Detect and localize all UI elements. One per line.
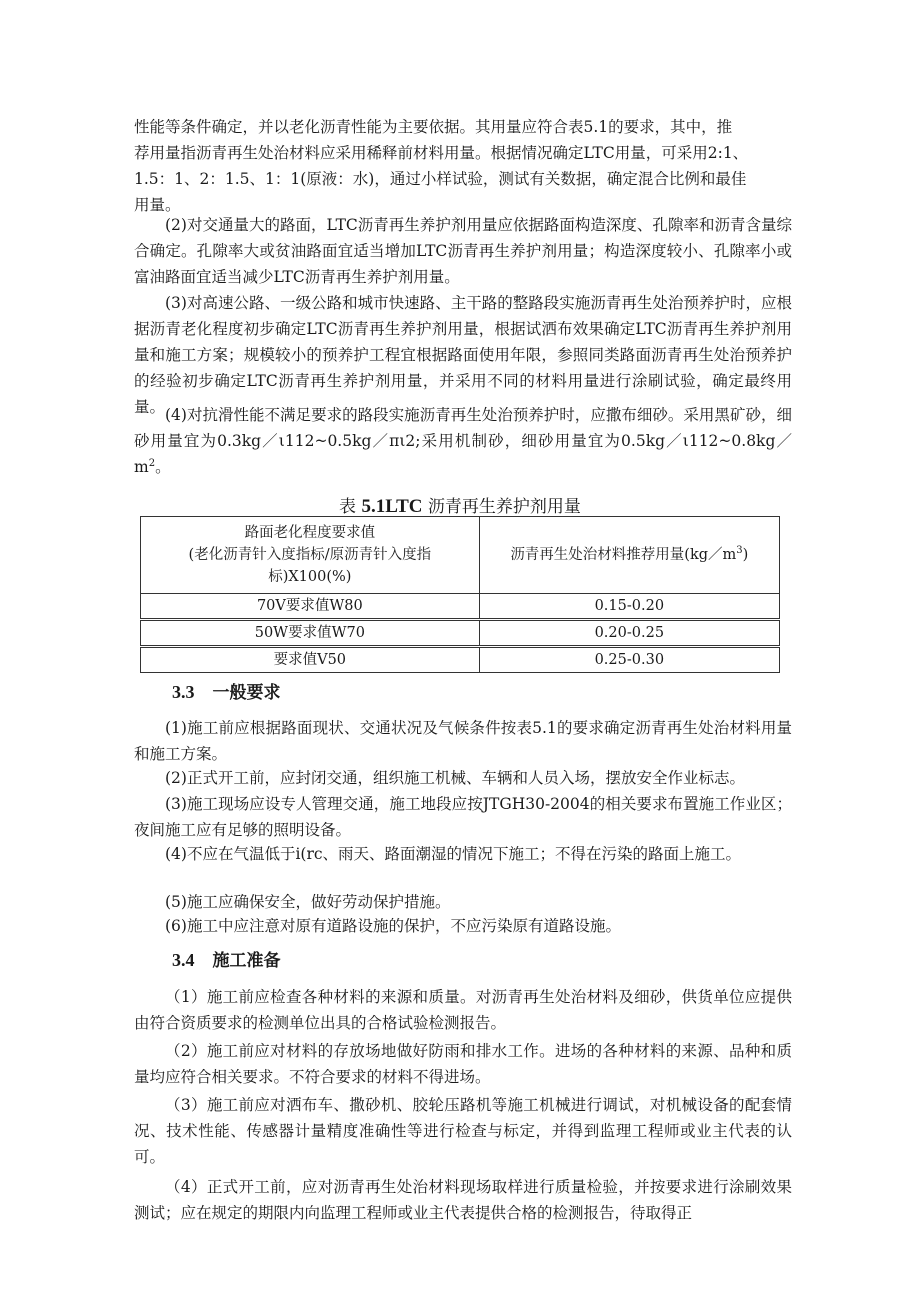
table-row <box>141 620 780 647</box>
requirement-item: (5)施工应确保安全，做好劳动保护措施。 <box>165 893 451 911</box>
superscript: 3 <box>736 545 743 557</box>
table-caption <box>0 492 920 518</box>
table-cell-condition: 要求值V50 <box>141 647 480 673</box>
section-number: 3.4 <box>172 950 195 970</box>
header-right-tail: ) <box>742 547 749 563</box>
header-left-line-3: 标)X100(%) <box>268 569 352 585</box>
paragraph-item-4-tail: 。 <box>155 458 171 476</box>
preparation-item: （2）施工前应对材料的存放场地做好防雨和排水工作。进场的各种材料的来源、品种和质量均应符合相关要求。不符合要求的材料不得进场。 <box>134 1042 792 1086</box>
header-aging-requirement <box>141 517 480 594</box>
section-heading-3-3 <box>172 678 281 707</box>
paragraph-item-4-text: (4)对抗滑性能不满足要求的路段实施沥青再生处治预养护时，应撒布细砂。采用黑矿砂，细砂用量宜为0.3kg／ι112~0.5kg／πι2;采用机制砂，细砂用量宜为0.5kg／ι112~0.8kg／m <box>134 406 792 476</box>
table-cell-condition: 50W要求值W70 <box>141 620 480 647</box>
header-left-line-1: 路面老化程度要求值 <box>244 525 376 541</box>
table-cell-amount: 0.20-0.25 <box>479 620 779 647</box>
section-heading-3-4 <box>172 946 281 975</box>
intro-paragraph <box>134 114 792 218</box>
table-header-row <box>141 517 780 594</box>
preparation-item: （1）施工前应检查各种材料的来源和质量。对沥青再生处治材料及细砂，供货单位应提供由符合资质要求的检测单位出具的合格试验检测报告。 <box>134 988 792 1032</box>
intro-line: 用量。 <box>134 196 181 214</box>
requirement-item: (6)施工中应注意对原有道路设施的保护，不应污染原有道路设施。 <box>165 917 621 935</box>
section-title: 一般要求 <box>212 683 281 703</box>
caption-prefix: 表 <box>339 497 362 517</box>
header-left-line-2: (老化沥青针入度指标/原沥青针入度指 <box>188 547 432 563</box>
superscript: 2 <box>148 457 156 469</box>
intro-line: 1.5：1、2：1.5、1：1(原液：水)，通过小样试验，测试有关数据，确定混合比例和最佳 <box>134 170 747 188</box>
caption-table-number: 5.1LTC <box>361 496 423 517</box>
header-right-text: 沥青再生处治材料推荐用量(kg／m <box>510 547 737 563</box>
paragraph-item-3: (3)对高速公路、一级公路和城市快速路、主干路的整路段实施沥青再生处治预养护时，应根据沥青老化程度初步确定LTC沥青再生养护剂用量，根据试洒布效果确定LTC沥青再生养护剂用量和施工方案；规模较小的预养护工程宜根据路面使用年限，参照同类路面沥青再生处治预养护的经验初步确定LTC沥青再生养护剂用量，并采用不同的材料用量进行涂刷试验，确定最终用量。 <box>134 294 792 416</box>
table-row <box>141 647 780 673</box>
table-cell-amount: 0.15-0.20 <box>479 594 779 620</box>
caption-title: 沥青再生养护剂用量 <box>422 497 581 517</box>
dosage-table <box>140 516 780 673</box>
requirement-item: (2)正式开工前，应封闭交通，组织施工机械、车辆和人员入场，摆放安全作业标志。 <box>165 769 745 787</box>
table-cell-condition: 70V要求值W80 <box>141 594 480 620</box>
section-title: 施工准备 <box>212 951 281 971</box>
requirement-item: (1)施工前应根据路面现状、交通状况及气候条件按表5.1的要求确定沥青再生处治材料用量和施工方案。 <box>134 719 792 763</box>
requirement-item: (4)不应在气温低于i(rc、雨天、路面潮湿的情况下施工；不得在污染的路面上施工。 <box>165 845 742 863</box>
table-row <box>141 594 780 620</box>
paragraph-item-2: (2)对交通量大的路面，LTC沥青再生养护剂用量应依据路面构造深度、孔隙率和沥青含量综合确定。孔隙率大或贫油路面宜适当增加LTC沥青再生养护剂用量；构造深度较小、孔隙率小或富油路面宜适当减少LTC沥青再生养护剂用量。 <box>134 216 792 286</box>
section-number: 3.3 <box>172 682 195 702</box>
header-recommended-amount <box>479 517 779 594</box>
preparation-item: （3）施工前应对洒布车、撒砂机、胶轮压路机等施工机械进行调试，对机械设备的配套情况、技术性能、传感器计量精度准确性等进行检查与标定，并得到监理工程师或业主代表的认可。 <box>134 1096 792 1166</box>
preparation-item: （4）正式开工前，应对沥青再生处治材料现场取样进行质量检验，并按要求进行涂刷效果测试；应在规定的期限内向监理工程师或业主代表提供合格的检测报告，待取得正 <box>134 1178 792 1222</box>
intro-line: 性能等条件确定，并以老化沥青性能为主要依据。其用量应符合表5.1的要求，其中，推 <box>134 118 733 136</box>
paragraph-item-4 <box>134 402 792 480</box>
requirement-item: (3)施工现场应设专人管理交通，施工地段应按JTGH30-2004的相关要求布置施工作业区；夜间施工应有足够的照明设备。 <box>134 795 792 839</box>
intro-line: 荐用量指沥青再生处治材料应采用稀释前材料用量。根据情况确定LTC用量，可采用2:1、 <box>134 144 749 162</box>
table-cell-amount: 0.25-0.30 <box>479 647 779 673</box>
